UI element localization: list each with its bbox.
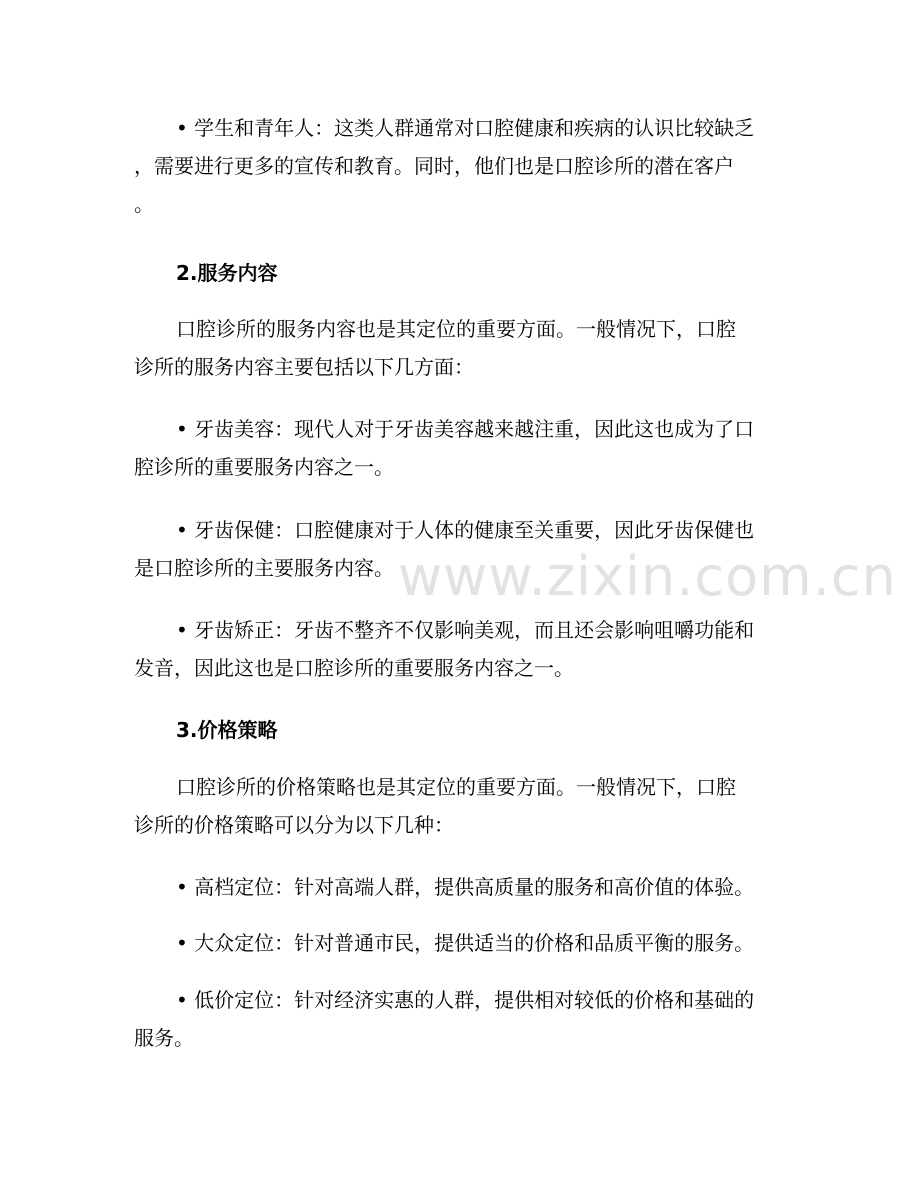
text-line: 服务。 xyxy=(134,1026,194,1050)
paragraph-low-price xyxy=(134,981,786,1057)
text-line: • 牙齿保健：口腔健康对于人体的健康至关重要，因此牙齿保健也 xyxy=(176,518,755,542)
text-line: • 牙齿矫正：牙齿不整齐不仅影响美观，而且还会影响咀嚼功能和 xyxy=(176,618,755,642)
section-heading-pricing xyxy=(134,711,786,749)
text-line: 腔诊所的重要服务内容之一。 xyxy=(134,455,394,479)
text-line: 发音，因此这也是口腔诊所的重要服务内容之一。 xyxy=(134,656,574,680)
paragraph-services-intro xyxy=(134,310,786,386)
heading-text: 3.价格策略 xyxy=(176,718,278,742)
paragraph-mass-market xyxy=(134,924,786,962)
paragraph-premium xyxy=(134,868,786,906)
text-line: 口腔诊所的服务内容也是其定位的重要方面。一般情况下，口腔 xyxy=(176,317,736,341)
paragraph-cosmetic xyxy=(134,410,786,486)
text-line: 是口腔诊所的主要服务内容。 xyxy=(134,556,394,580)
text-line: • 高档定位：针对高端人群，提供高质量的服务和高价值的体验。 xyxy=(176,875,755,899)
text-line: 诊所的服务内容主要包括以下几方面： xyxy=(134,355,474,379)
paragraph-care xyxy=(134,511,786,587)
text-line: • 牙齿美容：现代人对于牙齿美容越来越注重，因此这也成为了口 xyxy=(176,417,755,441)
text-line: • 低价定位：针对经济实惠的人群，提供相对较低的价格和基础的 xyxy=(176,988,755,1012)
section-heading-services xyxy=(134,254,786,292)
text-line: ，需要进行更多的宣传和教育。同时，他们也是口腔诊所的潜在客户 xyxy=(134,154,734,178)
text-line: 诊所的价格策略可以分为以下几种： xyxy=(134,813,454,837)
text-line: • 大众定位：针对普通市民，提供适当的价格和品质平衡的服务。 xyxy=(176,931,755,955)
text-line: 口腔诊所的价格策略也是其定位的重要方面。一般情况下，口腔 xyxy=(176,775,736,799)
text-line: • 学生和青年人：这类人群通常对口腔健康和疾病的认识比较缺乏 xyxy=(176,116,755,140)
paragraph-pricing-intro xyxy=(134,768,786,844)
watermark: www.zixin.com.cn xyxy=(398,545,897,608)
paragraph-orthodontics xyxy=(134,611,786,687)
text-line: 。 xyxy=(134,192,154,216)
paragraph-students xyxy=(134,109,786,223)
heading-text: 2.服务内容 xyxy=(176,261,278,285)
